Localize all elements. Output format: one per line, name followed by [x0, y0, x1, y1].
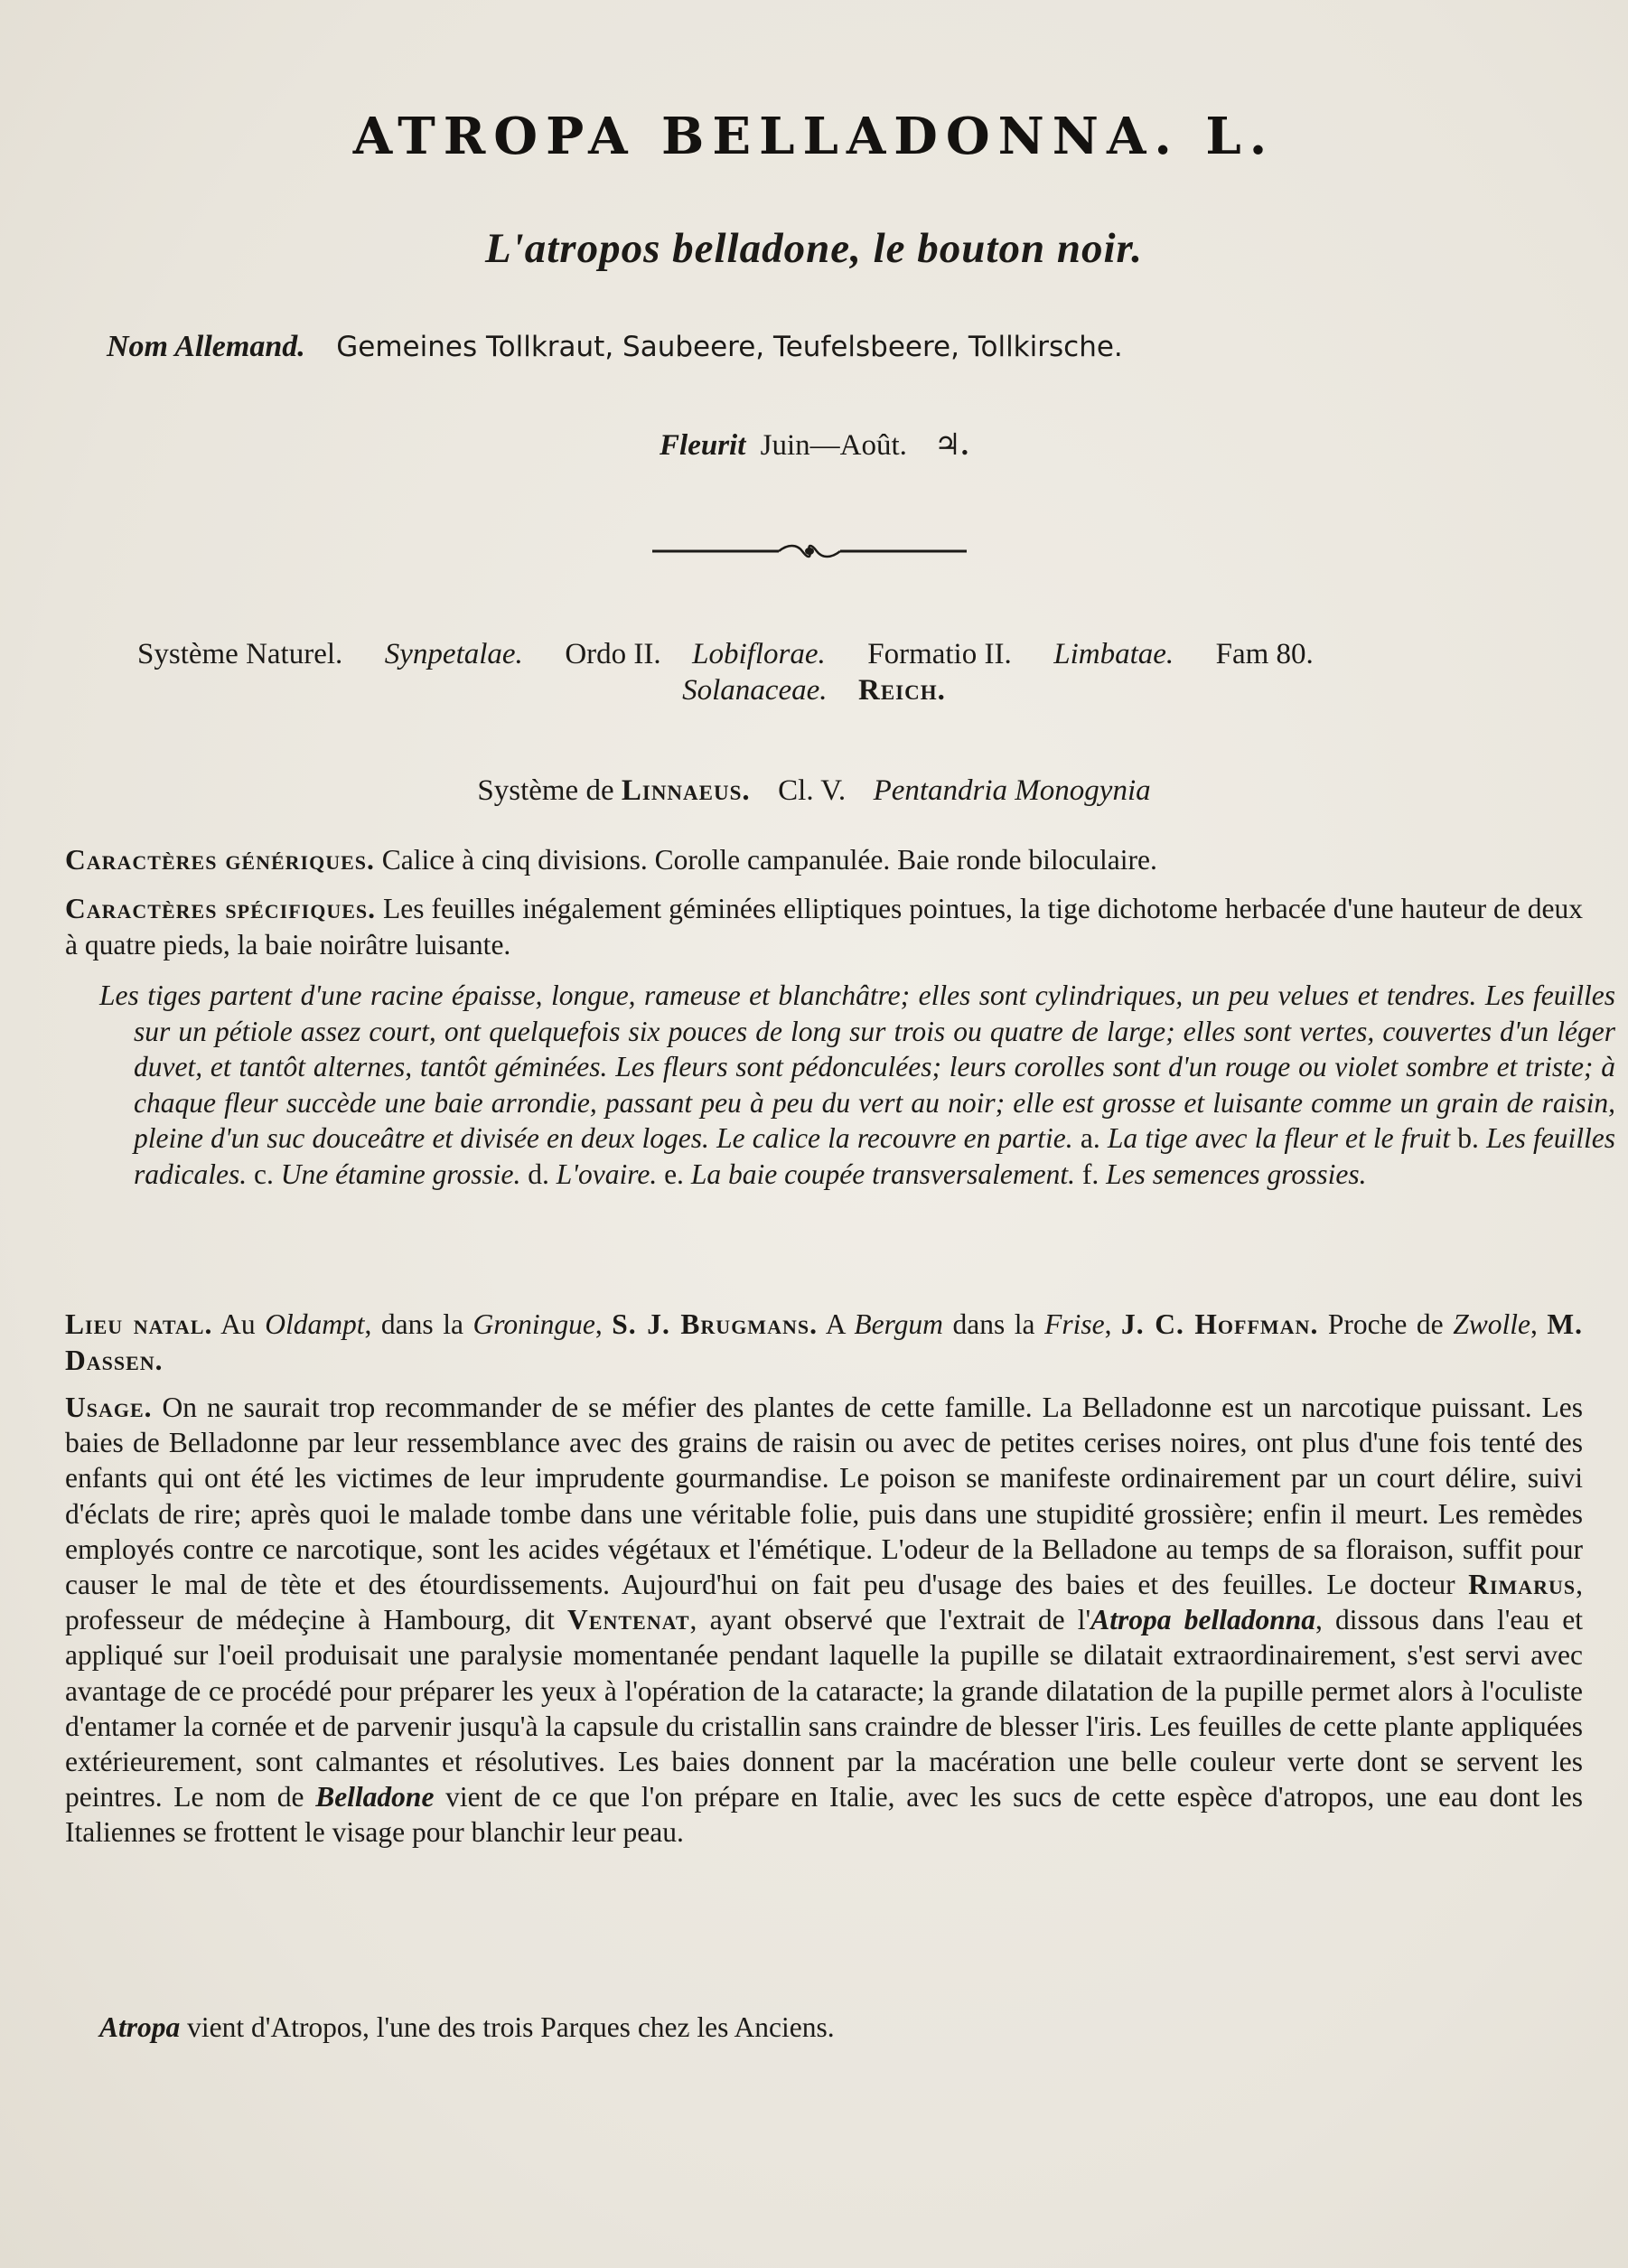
usage-species: Atropa belladonna — [1090, 1604, 1315, 1636]
habitat-place: Frise — [1044, 1308, 1105, 1340]
natural-class: Synpetalae. — [384, 638, 523, 670]
german-names-line — [107, 330, 1123, 364]
generic-text: Calice à cinq divisions. Corolle campanulée. Baie ronde biloculaire. — [381, 844, 1157, 876]
usage-text: , dissous dans l'eau et appliqué sur l'oeil produisait une paralysie momentanée pendant laquelle la pupille se dilatait extraordinairement, s'est servi avec avantage de ce procédé pour préparer les yeux à l'opération de la cataracte; la grande dilatation de la pupille permet alors à l'oculiste d'entamer la cornée et de parvenir jusqu'à la capsule du cristallin sans craindre de blesser l'iris. Les feuilles de cette plante appliquées extérieurement, sont calmantes et résolutives. Les baies donnent par la macération une belle couleur verte dont se servent les peintres. Le nom de — [65, 1604, 1584, 1813]
usage-paragraph — [65, 1390, 1583, 1851]
etymology-paragraph — [99, 2010, 1617, 2046]
habitat-collector: S. J. Brugmans. — [612, 1308, 818, 1340]
flowering-line — [0, 426, 1628, 463]
habitat-label: Lieu natal. — [65, 1308, 213, 1340]
habitat-place: Groningue — [472, 1308, 595, 1340]
legend-key-f: f. — [1081, 1157, 1099, 1190]
legend-text-f: Les semences grossies. — [1106, 1157, 1367, 1190]
habitat-paragraph: Lieu natal. Au Oldampt, dans la Groningue, S. J. Brugmans. A Bergum dans la Frise, J. C. Hoffman. Proche de Zwolle, M. Dassen. — [65, 1308, 1584, 1376]
formatio-name: Limbatae. — [1053, 638, 1174, 670]
legend-key-d: d. — [528, 1157, 549, 1190]
usage-text: , professeur de médeçine à Hambourg, dit — [65, 1569, 1584, 1636]
family-number: Fam 80. — [1215, 638, 1314, 670]
natural-system-label: Système Naturel. — [137, 638, 343, 670]
natural-system-line — [137, 638, 1314, 671]
family-author: Reich. — [857, 674, 946, 707]
linnaeus-system-line — [0, 774, 1628, 808]
ordo-name: Lobiflorae. — [692, 638, 826, 670]
habitat-text: , dans la — [364, 1308, 463, 1340]
habitat-text: Proche de — [1327, 1308, 1444, 1340]
linnaeus-prefix: Système de — [477, 774, 614, 807]
description-text: Les tiges partent d'une racine épaisse, longue, rameuse et blanchâtre; elles sont cylindriques, un peu velues et tendres. Les feuilles sur un pétiole assez court, ont quelquefois six pouces de long sur trois ou quatre de large; elles sont vertes, couvertes d'un léger duvet, et tantôt alternes, tantôt géminées. Les fleurs sont pédonculées; leurs corolles sont d'un rouge ou violet sombre et triste; à chaque fleur succède une baie arrondie, passant peu à peu du vert au noir; elle est grosse et luisante comme un grain de raisin, pleine d'un suc douceâtre et divisée en deux loges. Le calice la recouvre en partie. — [99, 979, 1615, 1154]
habitat-place: Oldampt — [265, 1308, 365, 1340]
legend-text-e: La baie coupée transversalement. — [690, 1157, 1075, 1190]
linnaeus-name: Linnaeus. — [621, 774, 751, 807]
usage-person: Ventenat — [567, 1604, 690, 1636]
linnaeus-order: Pentandria Monogynia — [873, 774, 1151, 807]
habitat-text: dans la — [952, 1308, 1035, 1340]
legend-text-c: Une étamine grossie. — [280, 1157, 521, 1190]
flowering-months: Juin—Août. — [760, 429, 907, 462]
german-names: Gemeines Tollkraut, Saubeere, Teufelsbeere, Tollkirsche. — [336, 331, 1123, 363]
legend-text-b: Les feuilles radicales. — [134, 1122, 1616, 1190]
specific-label: Caractères spécifiques. — [65, 893, 377, 924]
perennial-symbol: ♃. — [934, 429, 968, 462]
legend-text-a: La tige avec la fleur et le fruit — [1107, 1122, 1451, 1154]
habitat-text: A — [825, 1308, 845, 1340]
linnaeus-class: Cl. V. — [778, 774, 847, 807]
family-line — [0, 674, 1628, 708]
usage-name-belladone: Belladone — [315, 1781, 435, 1813]
ordo-label: Ordo II. — [565, 638, 661, 670]
family-name: Solanaceae. — [682, 674, 828, 707]
usage-label: Usage. — [65, 1392, 153, 1423]
usage-text: On ne saurait trop recommander de se méfier des plantes de cette famille. La Belladonne est un narcotique puissant. Les baies de Belladonne par leur ressemblance avec des grains de raisin ou avec de petites cerises noires, ont plus d'une fois tenté des enfants qui ont été les victimes de leur imprudente gourmandise. Le poison se manifeste ordinairement par un court délire, suivi d'éclats de rire; après quoi le malade tombe dans une véritable folie, puis dans une stupidité grossière; enfin il meurt. Les remèdes employés contre ce narcotique, sont les acides végétaux et l'émétique. L'odeur de la Belladone au temps de sa floraison, suffit pour causer le mal de tète et des étourdissements. Aujourd'hui on fait peu d'usage des baies et des feuilles. Le docteur — [65, 1392, 1584, 1601]
legend-key-b: b. — [1457, 1122, 1479, 1154]
usage-text: , ayant observé que l'extrait de l' — [689, 1604, 1091, 1636]
generic-characters — [65, 842, 1583, 878]
legend-key-e: e. — [664, 1157, 684, 1190]
specific-characters — [65, 891, 1583, 963]
flowering-label: Fleurit — [660, 429, 746, 462]
page-title: ATROPA BELLADONNA. L. — [352, 107, 1276, 166]
etymology-text: vient d'Atropos, l'une des trois Parques chez les Anciens. — [187, 2011, 835, 2043]
german-label: Nom Allemand. — [107, 330, 305, 363]
legend-text-d: L'ovaire. — [556, 1157, 658, 1190]
habitat-collector: M. Dassen. — [65, 1308, 1584, 1376]
habitat-text: Au — [220, 1308, 256, 1340]
usage-person: Rimarus — [1468, 1569, 1577, 1601]
habitat-place: Zwolle — [1453, 1308, 1530, 1340]
specific-text: Les feuilles inégalement géminées elliptiques pointues, la tige dichotome herbacée d'une hauteur de deux à quatre pieds, la baie noirâtre luisante. — [65, 893, 1584, 961]
legend-key-c: c. — [253, 1157, 274, 1190]
habitat-place: Bergum — [854, 1308, 943, 1340]
usage-text: vient de ce que l'on prépare en Italie, avec les sucs de cette espèce d'atropos, une eau dont les Italiennes se frottent le visage pour blanchir leur peau. — [65, 1781, 1584, 1849]
etymology-word: Atropa — [99, 2011, 181, 2043]
french-common-name: L'atropos belladone, le bouton noir. — [484, 225, 1144, 272]
description-paragraph — [99, 978, 1615, 1192]
habitat-collector: J. C. Hoffman. — [1121, 1308, 1319, 1340]
formatio-label: Formatio II. — [867, 638, 1012, 670]
legend-key-a: a. — [1080, 1122, 1100, 1154]
generic-label: Caractères génériques. — [65, 844, 375, 876]
ornament-divider-icon — [652, 540, 967, 562]
